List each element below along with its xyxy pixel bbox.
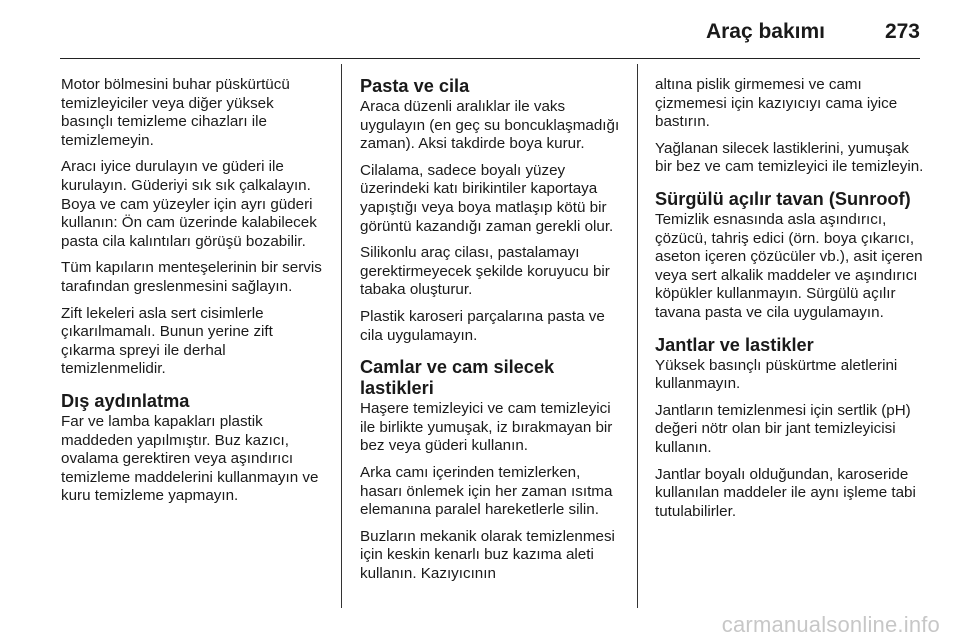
- column-divider-2: [637, 64, 638, 608]
- heading-sunroof: Sürgülü açılır tavan (Sunroof): [655, 188, 911, 209]
- heading-windows: Camlar ve cam silecek lastikleri: [360, 357, 555, 399]
- paragraph: Araca düzenli aralıklar ile vaks uygulayın (en geç su boncuklaşmadığı zaman). Aksi takdirde boya kurur.: [360, 98, 620, 153]
- paragraph: Silikonlu araç cilası, pastalamayı gerektirmeyecek şekilde koruyucu bir tabaka oluşturur.: [360, 244, 610, 299]
- paragraph: Jantların temizlenmesi için sertlik (pH) değeri nötr olan bir jant temizleyicisi kullanın.: [655, 401, 911, 456]
- section-title: Araç bakımı: [705, 20, 825, 43]
- column-divider-1: [341, 64, 342, 608]
- page-header: [60, 10, 920, 59]
- heading-exterior-lights: Dış aydınlatma: [61, 390, 190, 411]
- paragraph: Temizlik esnasında asla aşındırıcı, çözücü, tahriş edici (örn. boya çıkarıcı, aseton içeren çözücüler vb.), asit içeren veya sert alkalik maddeler ve aşındırıcı köpükler kullanmayın. Sürgülü açılır tavana pasta ve cila uygulamayın.: [655, 210, 923, 321]
- paragraph: Arka camı içerinden temizlerken, hasarı önlemek için her zaman ısıtma elemanına paralel hareketlerle silin.: [360, 463, 613, 519]
- paragraph: altına pislik girmemesi ve camı çizmemesi için kazıyıcıyı cama iyice bastırın.: [655, 76, 898, 131]
- paragraph: Zift lekeleri asla sert cisimlerle çıkarılmamalı. Bunun yerine zift çıkarma spreyi ile derhal temizlenmelidir.: [61, 304, 273, 378]
- paragraph: Aracı iyice durulayın ve güderi ile kurulayın. Güderiyi sık sık çalkalayın. Boya ve cam yüzeyler için ayrı güderi kullanın: Ön cam üzerinde kalabilecek pasta cila kalıntıları görüşü bozabilir.: [61, 158, 317, 250]
- paragraph: Jantlar boyalı olduğundan, karoseride kullanılan maddeler ile aynı işleme tabi tutulabilirler.: [655, 465, 916, 520]
- paragraph: Far ve lamba kapakları plastik maddeden yapılmıştır. Buz kazıcı, ovalama gerektiren veya aşındırıcı temizleme maddelerini kullanmayın ve kuru temizleme yapmayın.: [61, 412, 319, 505]
- paragraph: Yağlanan silecek lastiklerini, yumuşak bir bez ve cam temizleyici ile temizleyin.: [655, 139, 924, 176]
- paragraph: Yüksek basınçlı püskürtme aletlerini kullanmayın.: [655, 356, 898, 393]
- column-1: [61, 76, 325, 514]
- paragraph: Haşere temizleyici ve cam temizleyici ile birlikte yumuşak, iz bırakmayan bir bez veya güderi kullanın.: [360, 400, 613, 455]
- paragraph: Cilalama, sadece boyalı yüzey üzerindeki katı birikintiler kaportaya yapıştığı veya boya matlaşıp kötü bir görüntü kazandığı zaman gerekli olur.: [360, 161, 614, 235]
- column-2: [360, 76, 624, 591]
- column-3: [655, 76, 927, 529]
- paragraph: Tüm kapıların menteşelerinin bir servis tarafından greslenmesini sağlayın.: [61, 259, 322, 295]
- heading-polish: Pasta ve cila: [360, 76, 470, 96]
- paragraph: Buzların mekanik olarak temizlenmesi için keskin kenarlı buz kazıma aleti kullanın. Kazıyıcının: [360, 527, 615, 582]
- heading-wheels: Jantlar ve lastikler: [655, 334, 814, 355]
- paragraph: Plastik karoseri parçalarına pasta ve cila uygulamayın.: [360, 307, 605, 344]
- page-number: 273: [884, 20, 920, 43]
- watermark: carmanualsonline.info: [721, 612, 940, 637]
- paragraph: Motor bölmesini buhar püskürtücü temizleyiciler veya diğer yüksek basınçlı temizleme cihazları ile temizlemeyin.: [61, 76, 290, 149]
